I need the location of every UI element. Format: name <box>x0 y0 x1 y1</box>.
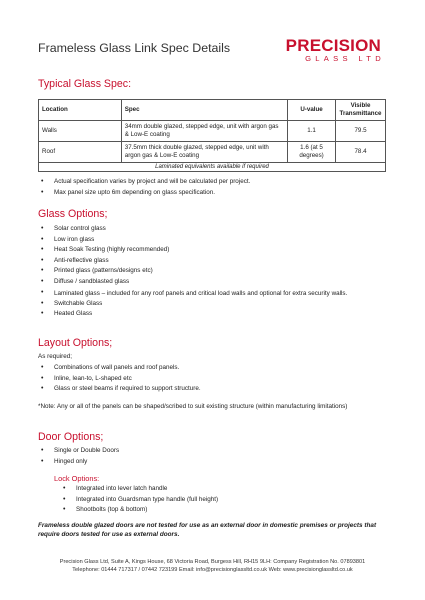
page-footer <box>0 559 425 574</box>
layout-options-note: *Note: Any or all of the panels can be shaped/scribed to suit existing structure (within manufacturing limitations) <box>38 403 348 410</box>
external-door-warning: Frameless double glazed doors are not tested for use as an external door in domestic premises or projects that require doors tested for use as external doors. <box>38 522 377 538</box>
column-header-u-value: U-value <box>288 100 336 121</box>
list-item: • Inline, lean-to, L-shaped etc <box>38 374 388 385</box>
glass-options-list <box>38 224 388 320</box>
list-item: • Actual specification varies by project and will be calculated per project. <box>38 177 388 188</box>
column-header-spec: Spec <box>121 100 287 121</box>
logo-wordmark: PRECISION <box>285 36 381 55</box>
column-header-location: Location <box>39 100 122 121</box>
list-item: • Integrated into lever latch handle <box>60 484 380 495</box>
layout-options-intro: As required; <box>38 353 72 360</box>
list-item: • Heat Soak Testing (highly recommended) <box>38 245 388 256</box>
cell-u-value: 1.1 <box>288 121 336 142</box>
document-title: Frameless Glass Link Spec Details <box>38 41 231 55</box>
list-item: • Hinged only <box>38 457 388 468</box>
list-item: • Diffuse / sandblasted glass <box>38 277 388 288</box>
list-item: • Combinations of wall panels and roof panels. <box>38 363 388 374</box>
layout-options-list <box>38 363 388 395</box>
cell-visible-transmittance: 79.5 <box>335 121 385 142</box>
table-note: Laminated equivalents available if required <box>39 163 386 172</box>
cell-u-value: 1.6 (at 5 degrees) <box>288 142 336 163</box>
typical-spec-heading: Typical Glass Spec: <box>38 78 132 90</box>
list-item: • Anti-reflective glass <box>38 256 388 267</box>
glass-options-heading: Glass Options; <box>38 208 108 220</box>
footer-company-details: Precision Glass Ltd, Suite A, Kings House, 68 Victoria Road, Burgess Hill, RH15 9LH: Company Registration No. 07893801 <box>59 559 366 565</box>
logo-subtitle: GLASS LTD <box>305 54 385 63</box>
cell-spec: 34mm double glazed, stepped edge, unit with argon gas & Low-E coating <box>121 121 287 142</box>
cell-visible-transmittance: 78.4 <box>335 142 385 163</box>
table-row <box>39 142 386 163</box>
cell-location: Roof <box>39 142 122 163</box>
list-item: • Max panel size upto 6m depending on glass specification. <box>38 188 388 199</box>
lock-options-heading: Lock Options: <box>54 474 100 483</box>
cell-spec: 37.5mm thick double glazed, stepped edge, unit with argon gas & Low-E coating <box>121 142 287 163</box>
list-item: • Integrated into Guardsman type handle (full height) <box>60 495 380 506</box>
list-item: • Low iron glass <box>38 235 388 246</box>
list-item: • Laminated glass – included for any roof panels and critical load walls and optional for extra security walls. <box>38 288 388 299</box>
door-options-list <box>38 446 388 467</box>
footer-contact-details: Telephone: 01444 717317 / 07442 723199 Email: info@precisionglassltd.co.uk Web: www.precisionglassltd.co.uk <box>72 566 353 573</box>
door-options-heading: Door Options; <box>38 431 104 443</box>
list-item: • Heated Glass <box>38 309 388 320</box>
column-header-visible-transmittance: Visible Transmittance <box>335 100 385 121</box>
table-header-row <box>39 100 386 121</box>
table-row <box>39 121 386 142</box>
list-item: • Shootbolts (top & bottom) <box>60 505 380 516</box>
list-item: • Switchable Glass <box>38 299 388 310</box>
lock-options-list <box>60 484 380 516</box>
cell-location: Walls <box>39 121 122 142</box>
list-item: • Single or Double Doors <box>38 446 388 457</box>
typical-spec-notes <box>38 177 388 198</box>
layout-options-heading: Layout Options; <box>38 337 113 349</box>
list-item: • Solar control glass <box>38 224 388 235</box>
list-item: • Printed glass (patterns/designs etc) <box>38 266 388 277</box>
list-item: • Glass or steel beams if required to support structure. <box>38 384 388 395</box>
table-note-row <box>39 163 386 172</box>
company-logo <box>285 36 385 63</box>
spec-table <box>38 99 386 172</box>
